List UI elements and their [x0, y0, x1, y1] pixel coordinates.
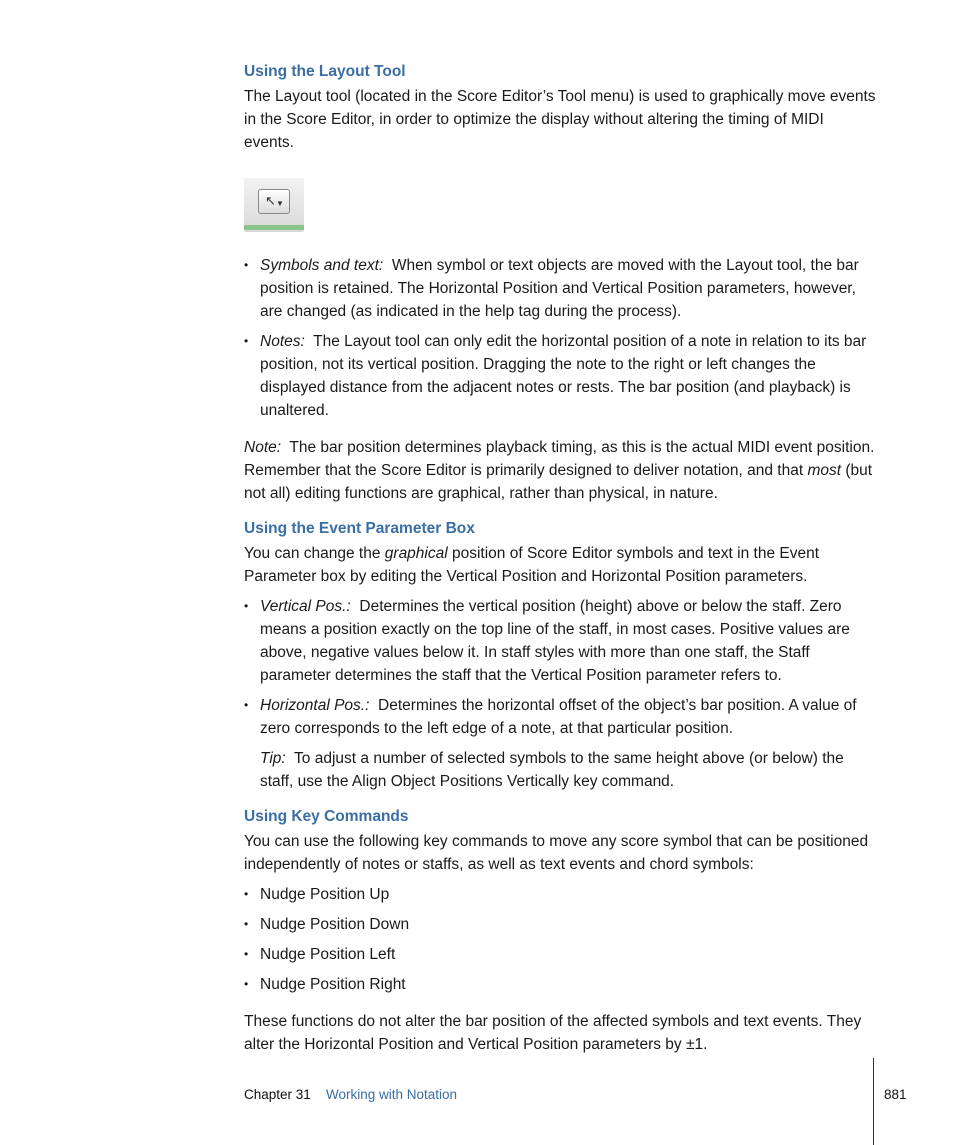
heading-layout-tool: Using the Layout Tool: [244, 63, 406, 80]
list-item: • Nudge Position Up: [244, 883, 876, 906]
list-item: • Horizontal Pos.: Determines the horizontal offset of the object’s bar position. A value of zero corresponds to the left edge of a note, at that particular position.: [244, 694, 876, 740]
tip-paragraph: Tip: To adjust a number of selected symbols to the same height above (or below) the staff, use the Align Object Positions Vertically key command.: [260, 750, 844, 790]
heading-key-commands: Using Key Commands: [244, 808, 409, 825]
list-item: • Symbols and text: When symbol or text objects are moved with the Layout tool, the bar position is retained. The Horizontal Position and Vertical Position parameters, however, are changed (as indicated in the help tag during the process).: [244, 254, 876, 323]
footer-divider: [873, 1058, 874, 1145]
layout-tool-intro: The Layout tool (located in the Score Editor’s Tool menu) is used to graphically move events in the Score Editor, in order to optimize the display without altering the timing of MIDI events.: [244, 88, 876, 151]
list-item: • Notes: The Layout tool can only edit the horizontal position of a note in relation to its bar position, not its vertical position. Dragging the note to the right or left changes the displayed distance from the adjacent notes or rests. The bar position (and playback) is unaltered.: [244, 330, 876, 422]
green-bar: [244, 225, 304, 230]
note-paragraph: Note: The bar position determines playback timing, as this is the actual MIDI event position. Remember that the Score Editor is primarily designed to deliver notation, and that most (but not all) editing functions are graphical, rather than physical, in nature.: [244, 439, 875, 502]
list-item: • Nudge Position Right: [244, 973, 876, 996]
layout-tool-screenshot: [244, 178, 304, 232]
closing-paragraph: These functions do not alter the bar position of the affected symbols and text events. They alter the Horizontal Position and Vertical Position parameters by ±1.: [244, 1013, 862, 1053]
list-item: • Nudge Position Left: [244, 943, 876, 966]
key-commands-list: [244, 883, 876, 996]
list-item: • Vertical Pos.: Determines the vertical position (height) above or below the staff. Zero means a position exactly on the top line of the staff, in most cases. Positive values are above, negative values below it. In staff styles with more than one staff, the Staff parameter determines the staff that the Vertical Position parameter refers to.: [244, 595, 876, 687]
heading-event-parameter-box: Using the Event Parameter Box: [244, 520, 475, 537]
footer-chapter: Chapter 31: [244, 1087, 311, 1102]
event-parameter-intro: You can change the graphical position of Score Editor symbols and text in the Event Parameter box by editing the Vertical Position and Horizontal Position parameters.: [244, 545, 820, 585]
page-number: 881: [884, 1087, 907, 1102]
key-commands-intro: You can use the following key commands to move any score symbol that can be positioned independently of notes or staffs, as well as text events and chord symbols:: [244, 833, 869, 873]
chevron-down-icon: ▼: [276, 199, 284, 208]
list-item: • Nudge Position Down: [244, 913, 876, 936]
layout-tool-button: [258, 189, 290, 214]
page-content: [244, 62, 876, 1056]
layout-tool-bullets: [244, 254, 876, 422]
pointer-arrow-icon: ↖: [265, 193, 276, 208]
event-parameter-bullets: [244, 595, 876, 740]
footer-chapter-title: Working with Notation: [326, 1087, 458, 1102]
